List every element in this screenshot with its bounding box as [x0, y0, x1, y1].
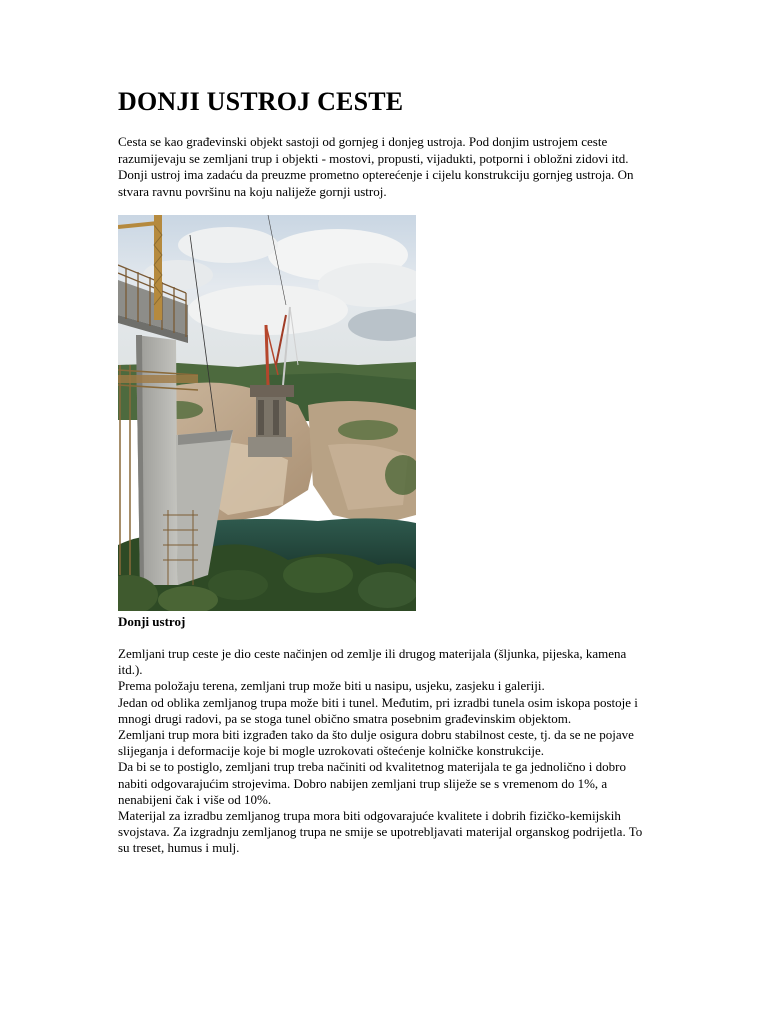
paragraph: Materijal za izradbu zemljanog trupa mora biti odgovarajuće kvalitete i dobrih fizičko-kemijskih svojstava. Za izgradnju zemljanog trupa ne smije se upotrebljavati materijal organskog podrijetla. To su treset, humus i mulj.	[118, 808, 643, 856]
bridge-construction-photo	[118, 215, 416, 611]
paragraph: Zemljani trup ceste je dio ceste načinjen od zemlje ili drugog materijala (šljunka, pijeska, kamena itd.).	[118, 646, 627, 678]
paragraph: Prema položaju terena, zemljani trup može biti u nasipu, usjeku, zasjeku i galeriji.	[118, 678, 545, 694]
paragraph: Jedan od oblika zemljanog trupa može biti i tunel. Međutim, pri izradbi tunela osim iskopa postoje i mnogi drugi radovi, pa se stoga tunel obično smatra posebnim građevinskim objektom.	[118, 694, 638, 726]
document-page	[118, 86, 658, 857]
intro-paragraph: Cesta se kao građevinski objekt sastoji od gornjeg i donjeg ustroja. Pod donjim ustrojem ceste razumijevaju se zemljani trup i objekti - mostovi, propusti, vijadukti, potporni i obložni zidovi itd. Donji ustroj ima zadaću da preuzme prometno opterećenje i cijelu konstrukciju gornjeg ustroja. On stvara ravnu površinu na koju naliježe gornji ustroj.	[118, 134, 634, 199]
figure-caption: Donji ustroj	[118, 614, 186, 629]
paragraph: Da bi se to postiglo, zemljani trup treba načiniti od kvalitetnog materijala te ga jednolično i dobro nabiti odgovarajućim strojevima. Dobro nabijen zemljani trup sliježe se s vremenom do 1%, a nenabijeni čak i više od 10%.	[118, 759, 626, 807]
body-text	[118, 646, 654, 857]
page-title: DONJI USTROJ CESTE	[118, 87, 404, 116]
paragraph: Zemljani trup mora biti izgrađen tako da što dulje osigura dobru stabilnost ceste, tj. da se ne pojave slijeganja i deformacije koje bi mogle uzrokovati oštećenje kolničke konstrukcije.	[118, 727, 634, 759]
